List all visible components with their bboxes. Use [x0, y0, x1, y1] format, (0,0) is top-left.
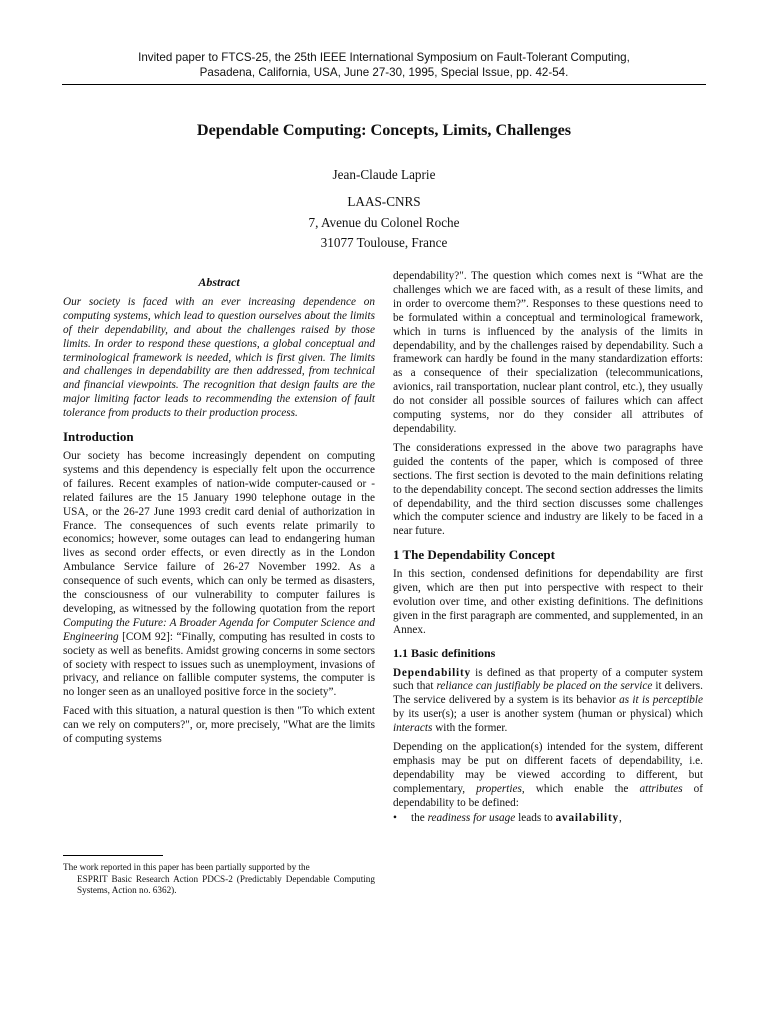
- bullet-text-b: leads to: [515, 811, 556, 824]
- intro-p1-quote: [COM 92]: “Finally, computing has resulted in costs to society as well as benefits. Amidst growing concerns in some sectors of society with respect to issues such as unemployment, invasions of privacy, and reliance on fallible computer systems, the computer is no longer seen as an unalloyed positive force in the society”.: [63, 630, 375, 699]
- conference-header: [0, 50, 768, 80]
- affiliation: [0, 192, 768, 254]
- header-line-1: Invited paper to FTCS-25, the 25th IEEE International Symposium on Fault-Tolerant Computing,: [138, 51, 630, 64]
- introduction-heading: Introduction: [63, 429, 134, 445]
- bullet-end: ,: [618, 811, 622, 824]
- intro-p1-reference: Computing the Future: A Broader Agenda for Computer Science and Engineering: [63, 616, 375, 643]
- intro-paragraph-3: The considerations expressed in the above two paragraphs have guided the contents of the paper, which is composed of three sections. The first section is devoted to the main definitions relating to the dependability concept. The second section addresses the limits of dependability, and the third section discusses some challenges which the computer science and industry are likely to be faced in a near future.: [393, 441, 703, 538]
- definition-text-b: it delivers. The service delivered by a system is its behavior: [393, 680, 703, 707]
- footnote-rule: [63, 855, 163, 856]
- definition-emphasis-3: interacts: [393, 722, 433, 735]
- definition-emphasis-2: as it is perceptible: [619, 694, 703, 707]
- intro-paragraph-2-continued: dependability?". The question which comes next is “What are the challenges which we are faced with, as a result of these limits, and in order to overcome them?”. Responses to these questions need to be formulated within a conceptual and terminological framework, which in turns is influenced by the analysis of the limits in dependability, and by the challenges raised by dependability. Such a framework can hardly be found in the many standardization efforts: as a consequence of their specialization (telecommunications, avionics, rail transportation, nuclear plant control, etc.), they usually do not consider all possible sources of failures which can affect computing systems, nor do they consider all attributes of dependability.: [393, 270, 703, 435]
- section-1-paragraph: In this section, condensed definitions for dependability are first given, which are then put into perspective with respect to their evolution over time, and other existing definitions. The definitions given in the first paragraph are commented, and supplemented, in an Annex.: [393, 568, 703, 636]
- footnote: [63, 862, 375, 897]
- definition-text-c: by its user(s); a user is another system (human or physical) which: [393, 708, 703, 721]
- attributes-paragraph: [393, 741, 703, 811]
- attributes-emphasis-1: properties,: [476, 782, 525, 795]
- affiliation-city: 31077 Toulouse, France: [320, 235, 448, 250]
- header-line-2: Pasadena, California, USA, June 27-30, 1995, Special Issue, pp. 42-54.: [199, 66, 569, 79]
- subsection-1-1-heading: 1.1 Basic definitions: [393, 645, 496, 660]
- bullet-availability: [393, 812, 703, 826]
- intro-p1-text: Our society has become increasingly dependent on computing systems and this dependency is especially felt upon the occurrence of failures. Recent examples of nation-wide computer-caused or -related failures are the 15 January 1990 telephone outage in the USA, or the 26-27 June 1993 credit card denial of authorization in France. The consequences of such events relate primarily to economics; however, some outages can lead to endangering human lives as second order effects, or even directly as in the London Ambulance Service failure of 26-27 November 1992. As a consequence of such events, which can only be termed as disasters, the consciousness of our vulnerability to computer failures is developing, as witnessed by the following quotation from the report: [63, 449, 375, 615]
- attributes-emphasis-2: attributes: [639, 782, 683, 795]
- bullet-text-a: the: [411, 811, 428, 824]
- abstract-text: Our society is faced with an ever increasing dependence on computing systems, which lead to question ourselves about the limits of their dependability, and about the challenges raised by those limits. In order to respond these questions, a global conceptual and terminological framework is needed, which is first given. The limits and challenges in dependability are then addressed, from technical and financial viewpoints. The recognition that design faults are the major limiting factor leads to recommending the extension of fault tolerance from products to their production process.: [63, 295, 375, 420]
- author-name: Jean-Claude Laprie: [332, 167, 436, 182]
- section-1-heading: 1 The Dependability Concept: [393, 547, 555, 563]
- header-rule: [62, 84, 706, 85]
- right-column: [393, 270, 703, 826]
- intro-paragraph-2: Faced with this situation, a natural question is then "To which extent can we rely on computers?", or, more precisely, "What are the limits of computing systems: [63, 705, 375, 746]
- abstract-heading: Abstract: [198, 275, 240, 289]
- intro-paragraph-1: [63, 450, 375, 700]
- definition-text-a: is defined as that property of a computer system such that: [393, 666, 703, 693]
- attributes-text-c: of dependability to be defined:: [393, 782, 704, 809]
- definition-emphasis-1: reliance can justifiably be placed on the service: [436, 680, 653, 693]
- footnote-line-1: The work reported in this paper has been partially supported by the: [63, 862, 310, 872]
- dependability-term: Dependability: [393, 666, 471, 679]
- attributes-text-b: which enable the: [524, 782, 640, 795]
- paper-title: Dependable Computing: Concepts, Limits, Challenges: [196, 121, 572, 139]
- affiliation-org: LAAS-CNRS: [347, 194, 421, 209]
- bullet-text: [411, 812, 622, 826]
- left-column: [63, 276, 375, 747]
- bullet-emphasis: readiness for usage: [427, 811, 516, 824]
- affiliation-street: 7, Avenue du Colonel Roche: [308, 214, 460, 230]
- dependability-definition: [393, 667, 703, 737]
- definition-text-d: with the former.: [432, 722, 508, 735]
- availability-term: availability: [555, 811, 619, 824]
- footnote-rest: ESPRIT Basic Research Action PDCS-2 (Predictably Dependable Computing Systems, Action no. 6362).: [77, 873, 375, 895]
- bullet-mark: •: [393, 811, 397, 824]
- attributes-text-a: Depending on the application(s) intended for the system, different emphasis may be put on different facets of dependability, i.e. dependability may be viewed according to different, but complementary,: [393, 741, 703, 795]
